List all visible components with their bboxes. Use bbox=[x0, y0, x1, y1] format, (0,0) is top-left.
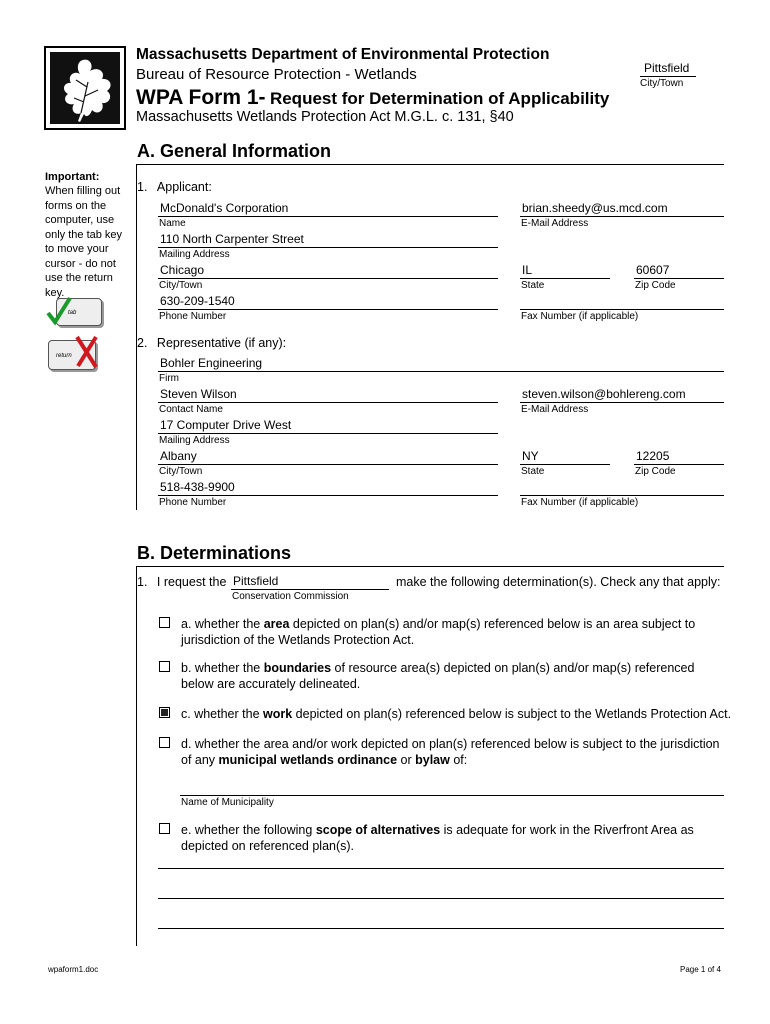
option-d-text bbox=[181, 736, 729, 768]
applicant-zip-label: Zip Code bbox=[635, 280, 676, 291]
option-e-pre: e. whether the following bbox=[181, 823, 316, 837]
rep-firm-label: Firm bbox=[159, 373, 179, 384]
request-line bbox=[137, 575, 226, 589]
option-c-bold: work bbox=[263, 707, 293, 721]
footer-filename: wpaform1.doc bbox=[48, 965, 99, 974]
form-title-main: WPA Form 1- bbox=[136, 86, 266, 109]
rep-firm-field[interactable]: Bohler Engineering bbox=[160, 356, 263, 370]
option-d-mid: or bbox=[397, 753, 416, 767]
rep-state-field[interactable]: NY bbox=[522, 449, 539, 463]
option-c-text bbox=[181, 706, 741, 722]
option-a-post: depicted on plan(s) and/or map(s) referenced below is an area subject to jurisdiction of the Wetlands Protection Act. bbox=[181, 617, 696, 647]
form-title-sub: Request for Determination of Applicability bbox=[269, 89, 610, 108]
option-c-checkbox[interactable] bbox=[159, 707, 170, 718]
option-d-bold2: bylaw bbox=[415, 753, 450, 767]
rep-phone-field[interactable]: 518-438-9900 bbox=[160, 480, 235, 494]
applicant-phone-field[interactable]: 630-209-1540 bbox=[160, 294, 235, 308]
rep-fax-label: Fax Number (if applicable) bbox=[521, 497, 639, 508]
option-d-bold: municipal wetlands ordinance bbox=[218, 753, 398, 767]
option-b-bold: boundaries bbox=[263, 661, 332, 675]
rep-address-label: Mailing Address bbox=[159, 435, 230, 446]
rep-address-field[interactable]: 17 Computer Drive West bbox=[160, 418, 292, 432]
option-a-checkbox[interactable] bbox=[159, 617, 170, 628]
rep-city-field[interactable]: Albany bbox=[160, 449, 197, 463]
option-b-pre: b. whether the bbox=[181, 661, 264, 675]
rep-phone-label: Phone Number bbox=[159, 497, 227, 508]
header bbox=[0, 0, 770, 140]
applicant-city-field[interactable]: Chicago bbox=[160, 263, 205, 277]
applicant-name-label: Name bbox=[159, 218, 186, 229]
section-a-title: A. General Information bbox=[137, 141, 332, 161]
option-b-post: of resource area(s) depicted on plan(s) and/or map(s) referenced below are accurately delineated. bbox=[181, 661, 695, 691]
applicant-fax-label: Fax Number (if applicable) bbox=[521, 311, 639, 322]
option-e-checkbox[interactable] bbox=[159, 823, 170, 834]
representative-heading-num: 2. bbox=[137, 336, 148, 350]
option-e-text bbox=[181, 822, 726, 854]
option-b-text bbox=[181, 660, 726, 692]
sidebar-important bbox=[45, 170, 129, 300]
rep-email-label: E-Mail Address bbox=[521, 404, 589, 415]
option-d-checkbox[interactable] bbox=[159, 737, 170, 748]
applicant-city-label: City/Town bbox=[159, 280, 203, 291]
option-d-pre: d. whether the area and/or work depicted on plan(s) referenced below is subject to the jurisdiction of any bbox=[181, 737, 720, 767]
tab-key-checkmark-icon bbox=[46, 296, 102, 326]
option-c-post: depicted on plan(s) referenced below is subject to the Wetlands Protection Act. bbox=[292, 707, 732, 721]
scope-line-2[interactable] bbox=[158, 898, 724, 899]
applicant-address-field[interactable]: 110 North Carpenter Street bbox=[160, 232, 304, 246]
form-title bbox=[136, 86, 609, 110]
commission-field[interactable]: Pittsfield bbox=[233, 574, 279, 588]
important-text: When filling out forms on the computer, use only the tab key to move your cursor - do not use the return key. bbox=[45, 185, 123, 299]
applicant-heading-num: 1. bbox=[137, 180, 148, 194]
header-city-town-label: City/Town bbox=[640, 78, 684, 89]
option-e-bold: scope of alternatives bbox=[315, 823, 441, 837]
option-a-pre: a. whether the bbox=[181, 617, 264, 631]
option-b-checkbox[interactable] bbox=[159, 661, 170, 672]
footer-page-number: Page 1 of 4 bbox=[680, 965, 721, 974]
act-reference: Massachusetts Wetlands Protection Act M.G.L. c. 131, §40 bbox=[136, 109, 514, 125]
option-a-bold: area bbox=[263, 617, 290, 631]
agency-name: Massachusetts Department of Environmental Protection bbox=[136, 46, 550, 63]
tab-key-label: tab bbox=[68, 310, 77, 316]
return-key-label: return bbox=[56, 353, 72, 359]
scope-line-3[interactable] bbox=[158, 928, 724, 929]
rep-email-field[interactable]: steven.wilson@bohlereng.com bbox=[522, 387, 686, 401]
option-a-text bbox=[181, 616, 726, 648]
rep-state-label: State bbox=[521, 466, 545, 477]
applicant-zip-field[interactable]: 60607 bbox=[636, 263, 670, 277]
commission-label: Conservation Commission bbox=[232, 591, 349, 602]
option-d-post: of: bbox=[449, 753, 468, 767]
applicant-email-field[interactable]: brian.sheedy@us.mcd.com bbox=[522, 201, 668, 215]
applicant-email-label: E-Mail Address bbox=[521, 218, 589, 229]
applicant-name-field[interactable]: McDonald's Corporation bbox=[160, 201, 289, 215]
oak-leaf-logo-icon bbox=[44, 46, 126, 130]
rep-contact-field[interactable]: Steven Wilson bbox=[160, 387, 237, 401]
municipality-label: Name of Municipality bbox=[181, 797, 274, 808]
scope-line-1[interactable] bbox=[158, 868, 724, 869]
applicant-heading bbox=[137, 180, 212, 194]
header-city-town-value[interactable]: Pittsfield bbox=[644, 61, 690, 75]
rep-zip-label: Zip Code bbox=[635, 466, 676, 477]
applicant-heading-text: Applicant: bbox=[156, 180, 212, 194]
request-prefix: I request the bbox=[156, 575, 227, 589]
applicant-state-field[interactable]: IL bbox=[522, 263, 533, 277]
request-item-num: 1. bbox=[137, 575, 148, 589]
rep-contact-label: Contact Name bbox=[159, 404, 223, 415]
applicant-phone-label: Phone Number bbox=[159, 311, 227, 322]
rep-city-label: City/Town bbox=[159, 466, 203, 477]
rep-zip-field[interactable]: 12205 bbox=[636, 449, 670, 463]
option-c-pre: c. whether the bbox=[181, 707, 263, 721]
applicant-state-label: State bbox=[521, 280, 545, 291]
applicant-address-label: Mailing Address bbox=[159, 249, 230, 260]
option-e-post: is adequate for work in the Riverfront Area as depicted on referenced plan(s). bbox=[181, 823, 694, 853]
representative-heading bbox=[137, 336, 286, 350]
bureau-name: Bureau of Resource Protection - Wetlands bbox=[136, 66, 417, 83]
request-suffix: make the following determination(s). Check any that apply: bbox=[396, 575, 721, 589]
representative-heading-text: Representative (if any): bbox=[156, 336, 287, 350]
return-key-x-icon bbox=[46, 334, 102, 372]
section-b-title: B. Determinations bbox=[137, 543, 292, 563]
important-title: Important: bbox=[45, 171, 100, 183]
